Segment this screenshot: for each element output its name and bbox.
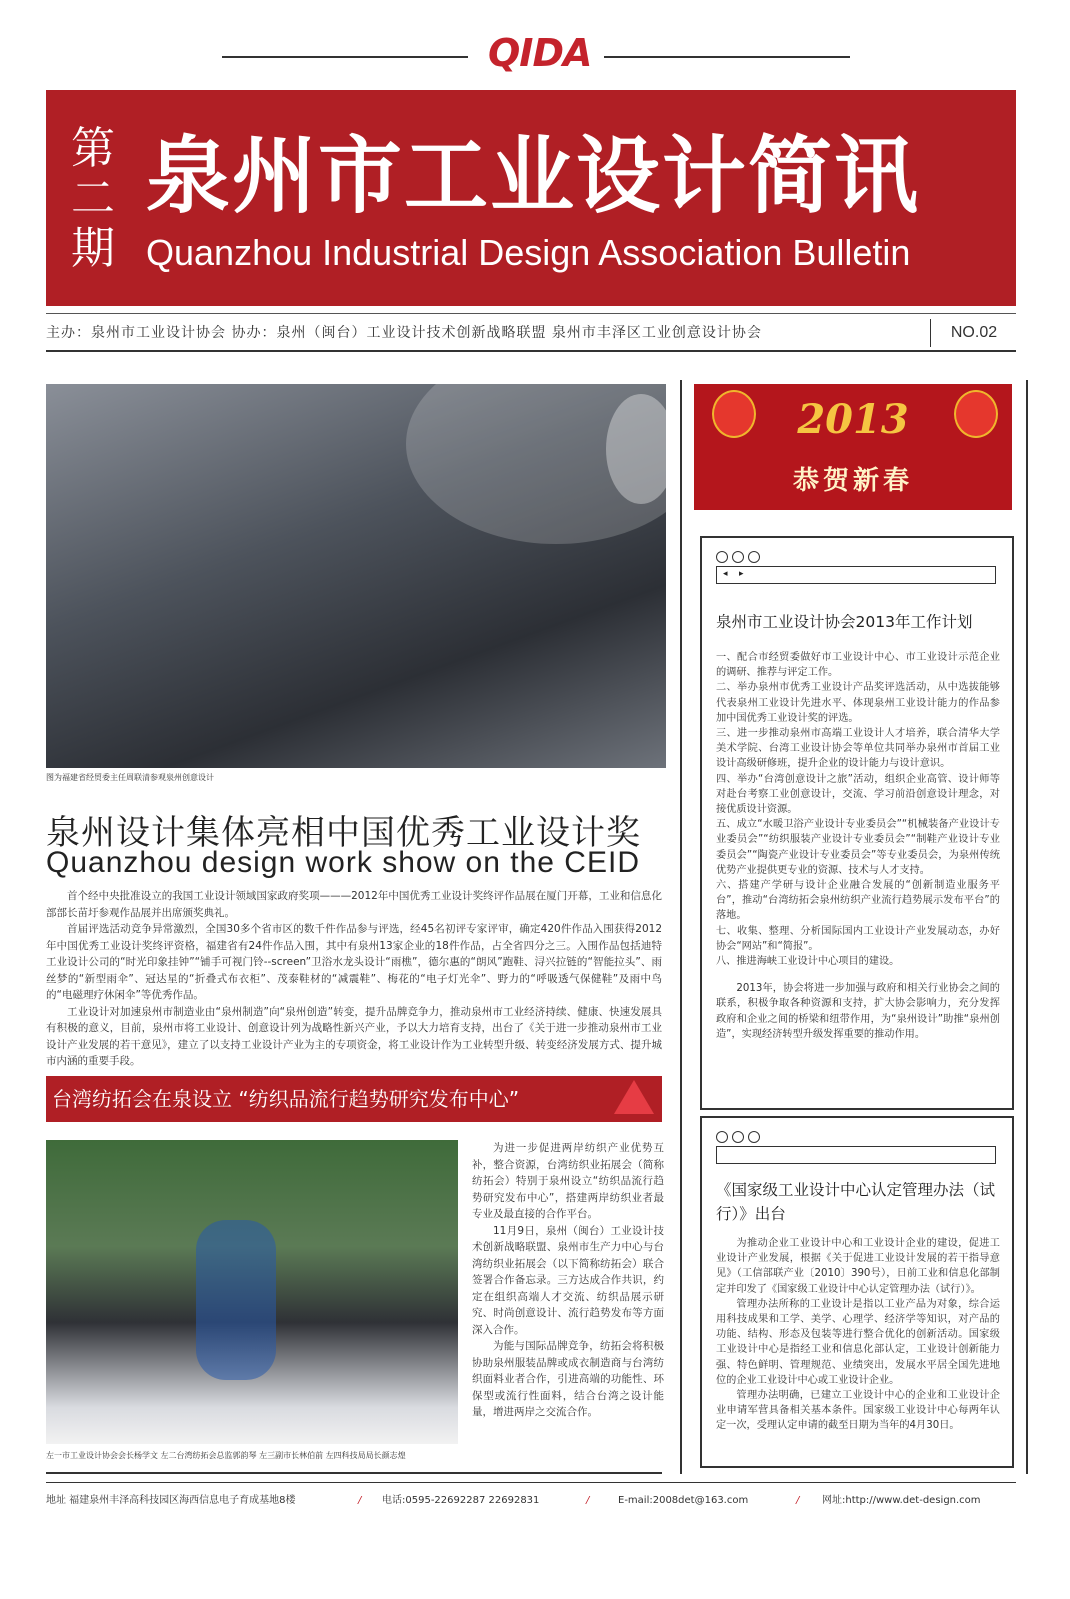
lead-paragraph: 工业设计对加速泉州市制造业由“泉州制造”向“泉州创造”转变，提升品牌竞争力，推动泉州市工业经济持续、健康、快速发展具有积极的意义，目前，泉州市将工业设计、创意设计列为战略性新兴产业，予以大力培育支持，出台了《关于进一步推动泉州市工业设计产业发展的若干意见》，建立了以支持工业设计产业为主的专项资金，将工业设计作为工业转型升级、转变经济发展方式、提升城市内涵的重要手段。 xyxy=(46,1005,662,1067)
bulletin-title: 泉州市工业设计简讯 xyxy=(146,127,921,225)
policy-body xyxy=(716,1236,1000,1434)
lead-photo-caption: 图为福建省经贸委主任周联清参观泉州创意设计 xyxy=(46,773,214,782)
issue-char: 第 xyxy=(71,123,115,174)
second-paragraph: 为进一步促进两岸纺织产业优势互补，整合资源，台湾纺织业拓展会（简称纺拓会）特别于泉州设立“纺织品流行趋势研究发布中心”，搭建两岸纺织业者最专业及最直接的合作平台。 xyxy=(472,1142,664,1220)
logo-rule-left xyxy=(222,56,468,58)
lead-headline-en: Quanzhou design work show on the CEID xyxy=(46,846,640,879)
footer-website[interactable]: 网址:http://www.det-design.com xyxy=(822,1495,981,1506)
policy-paragraph: 管理办法明确，已建立工业设计中心的企业和工业设计企业申请军营具备相关基本条件。国家级工业设计中心每两年认定一次，受理认定申请的截至日期为当年的4月30日。 xyxy=(716,1390,1000,1432)
section-banner xyxy=(46,1076,662,1122)
plan-title: 泉州市工业设计协会2013年工作计划 xyxy=(716,613,973,631)
masthead xyxy=(46,90,1016,306)
plan-item: 一、配合市经贸委做好市工业设计中心、市工业设计示范企业的调研、推荐与评定工作。 xyxy=(716,652,1000,679)
plan-item: 二、举办泉州市优秀工业设计产品奖评选活动，从中选拔能够代表泉州工业设计先进水平、体现泉州工业设计能力的作品参加中国优秀工业设计奖的评选。 xyxy=(716,682,1000,724)
back-arrow-icon: ◂ xyxy=(723,569,728,579)
lantern-icon xyxy=(712,390,756,438)
footer-email[interactable]: E-mail:2008det@163.com xyxy=(618,1495,749,1506)
plan-box xyxy=(700,536,1014,1110)
footer-rule xyxy=(46,1482,1016,1483)
right-column-rule-right xyxy=(1026,380,1028,1474)
footer-separator: / xyxy=(586,1495,590,1506)
triangle-icon xyxy=(614,1080,654,1114)
plan-item: 四、举办“台湾创意设计之旅”活动，组织企业高管、设计师等对赴台考察工业创意设计，交流、学习前沿创意设计理念，对接优质设计资源。 xyxy=(716,773,1000,816)
address-bar xyxy=(716,566,996,584)
banner-title: 台湾纺拓会在泉设立 “纺织品流行趋势研究发布中心” xyxy=(52,1087,520,1111)
signing-photo-caption: 左一市工业设计协会会长杨学文 左二台湾纺拓会总监郭韵琴 左三副市长林伯前 左四科技局局长颜志煌 xyxy=(46,1451,406,1460)
issue-char: 期 xyxy=(71,223,115,274)
issue-char: 二 xyxy=(71,173,115,224)
policy-box xyxy=(700,1116,1014,1468)
plan-item: 八、推进海峡工业设计中心项目的建设。 xyxy=(716,956,900,968)
right-column-rule-left xyxy=(680,380,682,1474)
plan-closing: 2013年，协会将进一步加强与政府和相关行业协会之间的联系，积极争取各种资源和支持，扩大协会影响力，充分发挥政府和企业之间的桥梁和纽带作用，为“泉州设计”助推“泉州创造”，实现经济转型升级发挥重要的推动作用。 xyxy=(716,983,1000,1040)
footer-separator: / xyxy=(358,1495,362,1506)
footer-separator: / xyxy=(796,1495,800,1506)
footer xyxy=(46,1490,1016,1512)
policy-paragraph: 管理办法所称的工业设计是指以工业产品为对象，综合运用科技成果和工学、美学、心理学、经济学等知识，对产品的功能、结构、形态及包装等进行整合优化的创新活动。国家级工业设计中心是指经工业和信息化部认定，工业设计创新能力强、特色鲜明、管理规范、业绩突出，发展水平居全国先进地位的企业工业设计中心或工业设计企业。 xyxy=(716,1298,1000,1386)
policy-paragraph: 为推动企业工业设计中心和工业设计企业的建设，促进工业设计产业发展，根据《关于促进工业设计发展的若干指导意见》（工信部联产业〔2010〕390号），日前工业和信息化部制定并印发了《国家级工业设计中心认定管理办法（试行）》。 xyxy=(716,1238,1000,1295)
lantern-icon xyxy=(954,390,998,438)
left-column-bottom-rule xyxy=(46,1472,662,1474)
sponsor-line: 主办：泉州市工业设计协会 协办：泉州（闽台）工业设计技术创新战略联盟 泉州市丰泽区工业创意设计协会 xyxy=(46,325,762,341)
sponsor-rule-top xyxy=(46,313,1016,314)
plan-item: 五、成立“水暖卫浴产业设计专业委员会”“机械装备产业设计专业委员会”“纺织服装产业设计专业委员会”“制鞋产业设计专业委员会”“陶瓷产业设计专业委员会”等专业委员会，为泉州传统优势产业提供更专业的资源、技术与人才支持。 xyxy=(716,819,1000,876)
issue-label xyxy=(68,124,118,274)
plan-body xyxy=(716,650,1000,1042)
lead-headline: 泉州设计集体亮相中国优秀工业设计奖 xyxy=(46,813,641,853)
window-dots-icon xyxy=(716,548,764,567)
sponsor-rule-bottom xyxy=(46,350,1016,352)
policy-title: 《国家级工业设计中心认定管理办法（试行）》出台 xyxy=(716,1181,996,1223)
qida-logo: QIDA xyxy=(488,31,592,75)
greeting-text: 恭贺新春 xyxy=(792,466,913,496)
forward-arrow-icon: ▸ xyxy=(739,569,744,579)
lead-paragraph: 首届评选活动竞争异常激烈，全国30多个省市区的数千件作品参与评选，经45名初评专家评审，确定420件作品入围获得2012年中国优秀工业设计奖终评资格，福建省有24件作品入围，其中有泉州13家企业的18件作品，占全省四分之三。入围作品包括迪特工业设计公司的“时光印象挂钟”“铺手可视门铃--screen”卫浴水龙头设计“雨樵”，德尔惠的“朗风”跑鞋、浔兴拉链的“智能拉头”、雨丝梦的“新型雨伞”、冠达星的“折叠式布衣柜”、茂泰鞋材的“减震鞋”、梅花的“电子灯光伞”、野力的“呼吸透气保健鞋”及雨中鸟的“电磁理疗休闲伞”等优秀作品。 xyxy=(46,923,662,1001)
bulletin-subtitle: Quanzhou Industrial Design Association Bulletin xyxy=(146,232,911,273)
issue-number: NO.02 xyxy=(930,319,1017,347)
plan-item: 七、收集、整理、分析国际国内工业设计产业发展动态，办好协会“网站”和“简报”。 xyxy=(716,925,1000,952)
address-bar xyxy=(716,1146,996,1164)
signing-photo xyxy=(46,1140,458,1444)
lead-photo xyxy=(46,384,666,768)
footer-address: 地址 福建泉州丰泽高科技园区海西信息电子育成基地8楼 xyxy=(46,1495,296,1506)
plan-item: 六、搭建产学研与设计企业融合发展的“创新制造业服务平台”，推动“台湾纺拓会泉州纺织产业流行趋势展示发布平台”的落地。 xyxy=(716,880,1000,922)
lead-article xyxy=(46,888,662,1070)
plan-item: 三、进一步推动泉州市高端工业设计人才培养，联合清华大学美术学院、台湾工业设计协会等单位共同举办泉州市首届工业设计高级研修班，提升企业的设计能力与设计意识。 xyxy=(716,728,1000,770)
greeting-year: 2013 xyxy=(797,396,909,443)
new-year-greeting xyxy=(694,384,1012,510)
second-paragraph: 为能与国际品牌竞争，纺拓会将积极协助泉州服装品牌或成衣制造商与台湾纺织面料业者合作，引进高端的功能性、环保型或流行性面料，结合台湾之设计能量，增进两岸之交流合作。 xyxy=(472,1340,664,1418)
lead-paragraph: 首个经中央批准设立的我国工业设计领域国家政府奖项———2012年中国优秀工业设计奖终评作品展在厦门开幕，工业和信息化部部长苗圩参观作品展并出席颁奖典礼。 xyxy=(46,890,662,919)
window-dots-icon xyxy=(716,1128,764,1147)
second-paragraph: 11月9日，泉州（闽台）工业设计技术创新战略联盟、泉州市生产力中心与台湾纺织业拓展会（以下简称纺拓会）联合签署合作备忘录。三方达成合作共识，约定在组织高端人才交流、纺织品展示研究、时尚创意设计、流行趋势发布等方面深入合作。 xyxy=(472,1224,664,1336)
footer-phone: 电话:0595-22692287 22692831 xyxy=(382,1495,540,1506)
second-article xyxy=(472,1140,664,1421)
logo-rule-right xyxy=(604,56,850,58)
